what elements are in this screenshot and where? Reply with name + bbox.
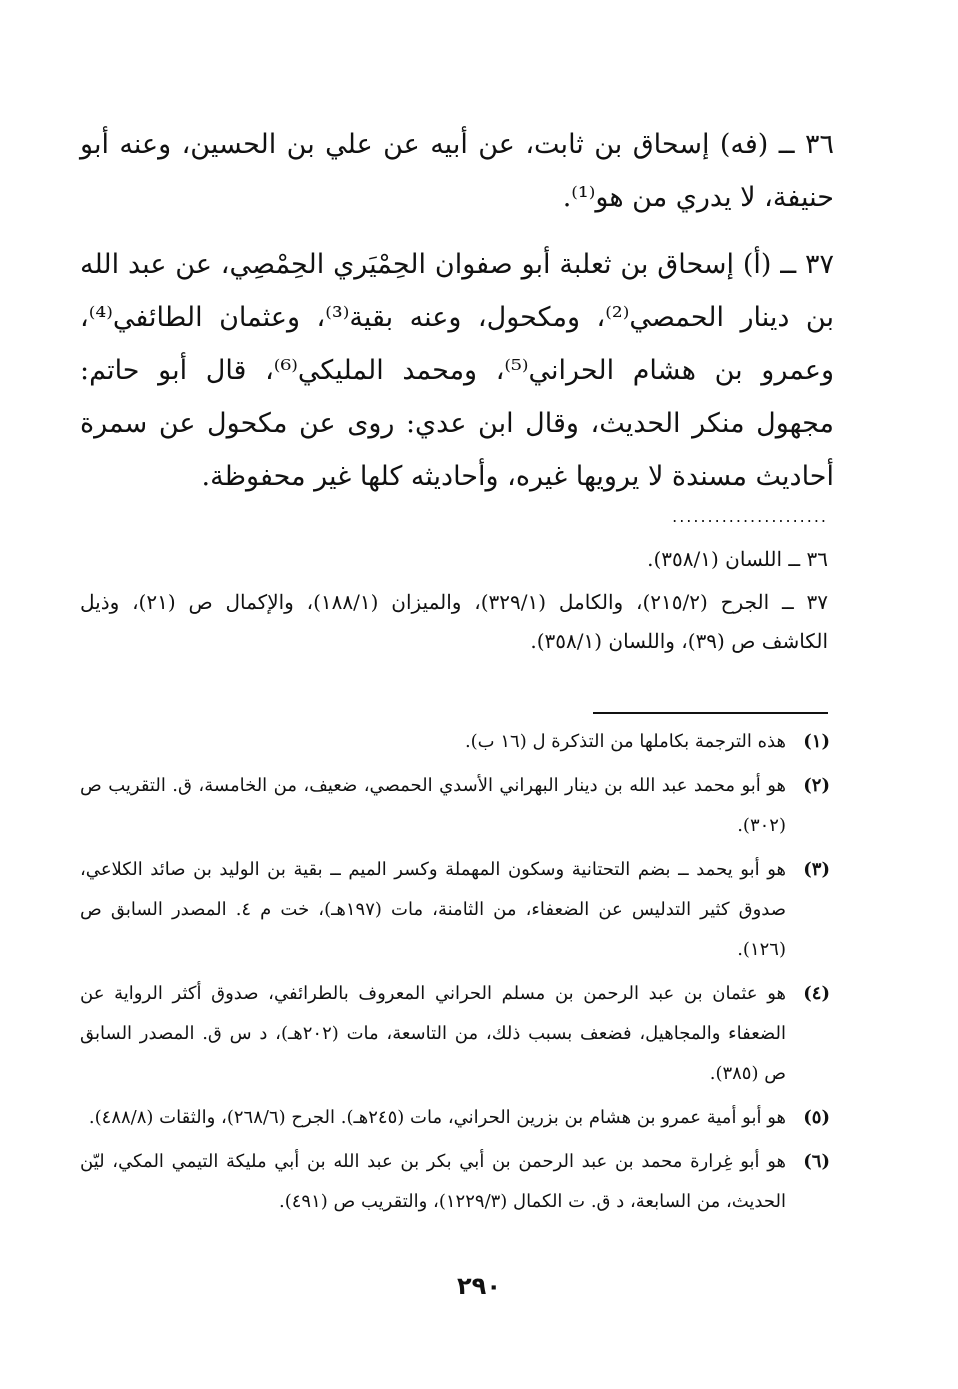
- footnote-number: (٣): [803, 859, 830, 880]
- main-text: [80, 118, 834, 517]
- footnote-2: [80, 766, 830, 846]
- footnote-3: [80, 850, 830, 970]
- page-number: ٢٩٠: [457, 1272, 501, 1300]
- source-37: ٣٧ ــ الجرح (٢١٥/٢)، والكامل (٣٢٩/١)، والميزان (١٨٨/١)، والإكمال ص (٢١)، وذيل الكاشف ص (٣٩)، واللسان (٣٥٨/١).: [80, 590, 828, 653]
- footnote-number: (١): [803, 731, 830, 752]
- entry-37: ٣٧ ــ (أ) إسحاق بن ثعلبة أبو صفوان الحِمْيَري الحِمْصِي، عن عبد الله بن دينار الحمصي⁽²⁾، ومكحول، وعنه بقية⁽³⁾، وعثمان الطائفي⁽⁴⁾، وعمرو بن هشام الحراني⁽⁵⁾، ومحمد المليكي⁽⁶⁾، قال أبو حاتم: مجهول منكر الحديث، وقال ابن عدي: روى عن مكحول عن سمرة أحاديث مسندة لا يرويها غيره، وأحاديثه كلها غير محفوظة.: [80, 249, 834, 492]
- sources-section: [80, 540, 828, 665]
- footnote-number: (٤): [803, 983, 830, 1004]
- entry-36: ٣٦ ــ (فه) إسحاق بن ثابت، عن أبيه عن علي بن الحسين، وعنه أبو حنيفة، لا يدري من هو⁽¹⁾.: [80, 129, 834, 213]
- footnote-text: هو أبو يحمد ــ بضم التحتانية وسكون المهملة وكسر الميم ــ بقية بن الوليد بن صائد الكلاعي، صدوق كثير التدليس عن الضعفاء، من الثامنة، مات (١٩٧هـ)، خت م ٤. المصدر السابق ص (١٢٦).: [80, 859, 786, 960]
- footnote-5: [80, 1098, 830, 1138]
- footnote-4: [80, 974, 830, 1094]
- footnote-text: هو أبو أمية عمرو بن هشام بن بزرين الحراني، مات (٢٤٥هـ). الجرح (٢٦٨/٦)، والثقات (٤٨٨/٨).: [88, 1107, 786, 1128]
- footnote-number: (٦): [803, 1151, 830, 1172]
- footnote-number: (٢): [803, 775, 830, 796]
- footnote-number: (٥): [803, 1107, 830, 1128]
- source-36: ٣٦ ــ اللسان (٣٥٨/١).: [647, 547, 828, 571]
- footnote-text: هو أبو غِرارة محمد بن عبد الرحمن بن أبي بكر بن عبد الله بن أبي مليكة التيمي المكي، ليّن الحديث، من السابعة، د ق. ت الكمال (١٢٢٩/٣)، والتقريب ص (٤٩١).: [80, 1151, 787, 1212]
- footnote-1: [80, 722, 830, 762]
- footnote-text: هو عثمان بن عبد الرحمن بن مسلم الحراني المعروف بالطرائفي، صدوق أكثر الرواية عن الضعفاء والمجاهيل، فضعف بسبب ذلك، من التاسعة، مات (٢٠٢هـ)، د س ق. المصدر السابق ص (٣٨٥).: [80, 983, 786, 1084]
- footnote-text: هذه الترجمة بكاملها من التذكرة ل (١٦ ب).: [464, 731, 786, 752]
- footnote-6: [80, 1142, 830, 1222]
- dotted-separator: ......................: [672, 507, 828, 526]
- footnote-rule: [593, 712, 828, 714]
- footnote-text: هو أبو محمد عبد الله بن دينار البهراني الأسدي الحمصي، ضعيف، من الخامسة، ق. التقريب ص (٣٠٢).: [80, 775, 786, 836]
- footnotes: [80, 722, 830, 1226]
